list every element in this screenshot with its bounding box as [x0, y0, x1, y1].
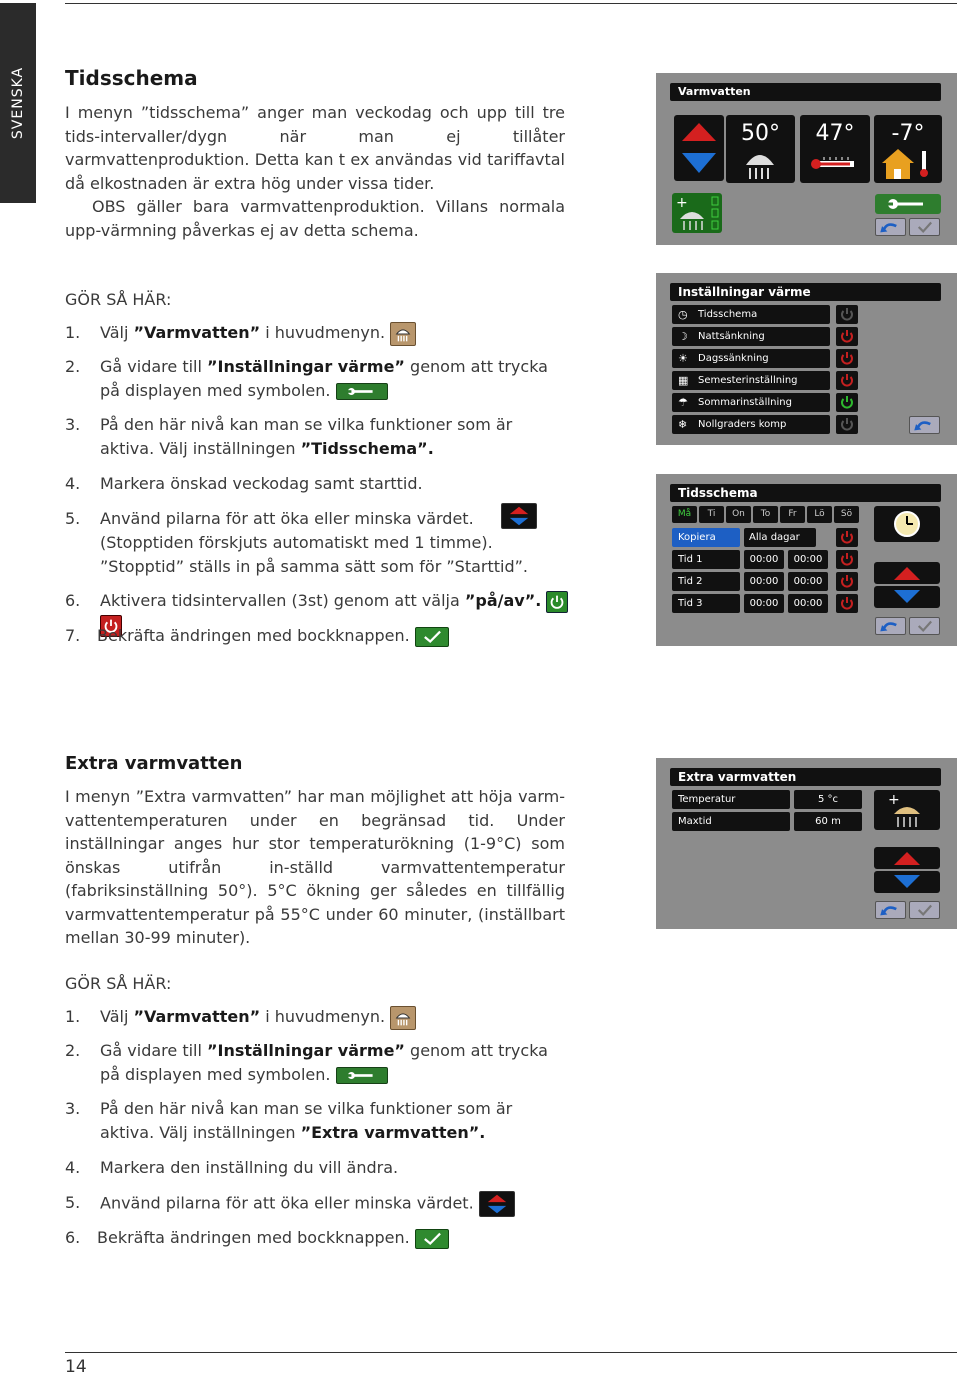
step-number: 6.: [65, 1228, 81, 1247]
arrow-up-icon: [874, 562, 940, 584]
step-bold: ”Extra varmvatten”.: [300, 1123, 486, 1142]
step2-1: [65, 1005, 570, 1030]
confirm-button[interactable]: [909, 617, 940, 635]
settings-item[interactable]: [672, 371, 830, 390]
step-5: [65, 507, 570, 579]
up-down-arrows-icon: [674, 115, 724, 181]
day-tab[interactable]: On: [726, 506, 751, 523]
power-icon: [836, 415, 858, 434]
step-text: Använd pilarna för att öka eller minska värdet.: [100, 1193, 474, 1213]
svg-text:+: +: [888, 792, 900, 808]
power-toggle[interactable]: [836, 550, 858, 569]
screen-installningar: [656, 273, 957, 445]
power-toggle[interactable]: [836, 572, 858, 591]
step-number: 1.: [65, 1007, 81, 1026]
how-to-heading: GÖR SÅ HÄR:: [65, 290, 172, 309]
arrow-buttons[interactable]: [674, 115, 724, 181]
increase-button[interactable]: [874, 562, 940, 584]
extra-row-label: Temperatur: [672, 790, 790, 809]
settings-item[interactable]: [672, 349, 830, 368]
power-icon: [836, 349, 858, 368]
language-tab: [0, 3, 36, 203]
clock-button[interactable]: [874, 506, 940, 542]
arrow-down-icon: [874, 871, 940, 893]
arrow-up-icon: [874, 847, 940, 869]
screen-varmvatten: [656, 73, 957, 245]
extra-hot-water-icon: [874, 790, 940, 830]
confirm-button[interactable]: [909, 901, 940, 919]
settings-item[interactable]: [672, 305, 830, 324]
moon-icon: ☽: [678, 330, 688, 343]
decrease-button[interactable]: [874, 586, 940, 608]
step-text: Bekräfta ändringen med bockknappen.: [97, 1228, 410, 1247]
power-icon: [836, 594, 858, 613]
how-to-heading-2: GÖR SÅ HÄR:: [65, 974, 172, 993]
extra-row-value[interactable]: 5 °c: [794, 790, 862, 809]
bottom-rule: [65, 1352, 957, 1353]
outdoor-temp-tile[interactable]: [874, 115, 942, 183]
screen-title: Varmvatten: [670, 83, 941, 101]
step-bold: ”Varmvatten”: [133, 1007, 261, 1026]
time-row-label: Tid 2: [672, 572, 740, 591]
day-tab[interactable]: Må: [672, 506, 697, 523]
back-arrow-icon: [876, 219, 905, 235]
decrease-button[interactable]: [874, 871, 940, 893]
settings-item-label: Tidsschema: [698, 309, 758, 320]
time-row-label: Tid 3: [672, 594, 740, 613]
back-button[interactable]: [875, 617, 906, 635]
power-toggle[interactable]: [836, 327, 858, 346]
checkmark-icon: [415, 1229, 449, 1249]
day-tab[interactable]: Fr: [780, 506, 805, 523]
increase-button[interactable]: [874, 847, 940, 869]
day-tab[interactable]: Ti: [699, 506, 724, 523]
flow-temp: 47°: [815, 121, 855, 146]
step-2: [65, 355, 570, 403]
screen-title: Tidsschema: [670, 484, 941, 502]
power-toggle[interactable]: [836, 415, 858, 434]
power-toggle[interactable]: [836, 594, 858, 613]
power-on-icon: [546, 591, 568, 613]
step-text: Välj: [100, 323, 134, 342]
step-text: På den här nivå kan man se vilka funktioner som är aktiva. Välj inställningen: [100, 1099, 513, 1142]
step-1: [65, 321, 570, 346]
extra-row-value[interactable]: 60 m: [794, 812, 862, 831]
day-tab[interactable]: Sö: [834, 506, 859, 523]
day-tab[interactable]: Lö: [807, 506, 832, 523]
step-bold: ”Inställningar värme”: [207, 1041, 405, 1060]
step-bold: ”Inställningar värme”: [207, 357, 405, 376]
step-7: [65, 624, 570, 648]
arrows-up-down-icon: [479, 1191, 515, 1217]
snowflake-icon: ❄: [678, 418, 688, 431]
settings-wrench-button[interactable]: [875, 194, 941, 214]
confirm-button[interactable]: [909, 218, 940, 236]
step2-4: [65, 1156, 570, 1180]
extra-hot-water-button[interactable]: [874, 790, 940, 830]
extra-row-label: Maxtid: [672, 812, 790, 831]
start-time[interactable]: 00:00: [744, 594, 784, 613]
stop-time[interactable]: 00:00: [788, 550, 828, 569]
day-tab[interactable]: To: [753, 506, 778, 523]
step-bold: ”Tidsschema”.: [300, 439, 434, 458]
step2-3: [65, 1097, 570, 1145]
house-icon: [874, 115, 942, 183]
step-text: Välj: [100, 1007, 134, 1026]
step-number: 2.: [65, 1041, 81, 1060]
settings-item[interactable]: [672, 415, 830, 434]
step-number: 5.: [65, 509, 81, 528]
clock-icon: ◷: [678, 308, 688, 321]
power-icon: [836, 550, 858, 569]
step2-6: [65, 1226, 570, 1250]
power-icon: [836, 528, 858, 547]
step-text: Aktivera tidsintervallen (3st) genom att välja: [100, 591, 465, 610]
top-rule: [65, 3, 957, 4]
extra-hot-water-icon: [672, 193, 722, 233]
settings-item-label: Nollgraders komp: [698, 419, 787, 430]
stop-time[interactable]: 00:00: [788, 594, 828, 613]
wrench-icon: [336, 383, 388, 400]
arrow-down-icon: [874, 586, 940, 608]
calendar-icon: ▦: [678, 374, 689, 387]
hot-water-temp-tile[interactable]: [726, 115, 795, 183]
step-number: 6.: [65, 591, 81, 610]
step-text: genom att trycka på displayen med symbolen.: [100, 1041, 548, 1084]
stop-time[interactable]: 00:00: [788, 572, 828, 591]
back-button[interactable]: [875, 901, 906, 919]
outdoor-temp: -7°: [891, 121, 925, 146]
settings-item-label: Nattsänkning: [698, 331, 765, 342]
step2-2: [65, 1039, 570, 1087]
power-icon: [836, 327, 858, 346]
back-arrow-icon: [876, 618, 905, 634]
note-text: OBS gäller bara varmvattenproduktion. Villans normala upp-värmning påverkas ej av detta schema.: [65, 197, 565, 240]
start-time[interactable]: 00:00: [744, 572, 784, 591]
step-number: 3.: [65, 415, 81, 434]
clock-icon: [874, 506, 940, 542]
copy-target-all-days[interactable]: Alla dagar: [744, 528, 816, 547]
step2-5: [65, 1191, 570, 1217]
extra-hot-water-button[interactable]: [672, 193, 722, 233]
back-arrow-icon: [910, 417, 939, 433]
step-text: i huvudmenyn.: [260, 1007, 386, 1026]
screen-title: Extra varmvatten: [670, 768, 941, 786]
checkmark-icon: [910, 618, 939, 634]
back-button[interactable]: [909, 416, 940, 434]
step-text: Bekräfta ändringen med bockknappen.: [97, 626, 410, 645]
step-bold: ”på/av”.: [464, 591, 542, 610]
language-tab-label: SVENSKA: [10, 66, 26, 140]
power-icon: [836, 393, 858, 412]
step-number: 3.: [65, 1099, 81, 1118]
arrows-up-down-icon: [501, 503, 537, 529]
step-number: 4.: [65, 1158, 81, 1177]
power-icon: [836, 371, 858, 390]
intro-tidsschema: [65, 101, 565, 242]
settings-item-label: Dagssänkning: [698, 353, 769, 364]
step-number: 4.: [65, 474, 81, 493]
step-number: 7.: [65, 626, 81, 645]
power-toggle[interactable]: [836, 305, 858, 324]
shower-icon: [390, 322, 416, 346]
step-3: [65, 413, 570, 461]
settings-item[interactable]: [672, 327, 830, 346]
screen-title: Inställningar värme: [670, 283, 941, 301]
flow-temp-tile[interactable]: [800, 115, 870, 183]
umbrella-icon: ☂: [678, 396, 688, 409]
step-4: [65, 472, 570, 496]
checkmark-icon: [910, 219, 939, 235]
wrench-icon: [336, 1067, 388, 1084]
step-text: i huvudmenyn.: [260, 323, 386, 342]
step-text: Gå vidare till: [100, 357, 208, 376]
page-number: 14: [65, 1357, 87, 1375]
back-button[interactable]: [875, 218, 906, 236]
thermometer-icon: [800, 115, 870, 183]
sun-icon: ☀: [678, 352, 688, 365]
screen-tidsschema: [656, 474, 957, 646]
step-number: 1.: [65, 323, 81, 342]
power-toggle[interactable]: [836, 371, 858, 390]
step-text: Markera den inställning du vill ändra.: [100, 1158, 399, 1177]
power-icon: [836, 305, 858, 324]
settings-item-label: Semesterinställning: [698, 375, 798, 386]
copy-button[interactable]: Kopiera: [672, 528, 740, 547]
step-text: Markera önskad veckodag samt starttid.: [100, 474, 423, 493]
copy-power-toggle[interactable]: [836, 528, 858, 547]
shower-icon: [390, 1006, 416, 1030]
screen-extra-varmvatten: [656, 758, 957, 929]
intro-extra-varmvatten: I menyn ”Extra varmvatten” har man möjlighet att höja varm-vattentemperaturen under en begränsad tid. Under inställningar anges hur stor temperaturökning (1-9°C) som önskas utifrån in-ställd varmvattentemperatur (fabriksinställning 50°). 5°C ökning ger således en tillfällig varmvattentemperatur på 55°C under 60 minuter, (inställbart mellan 30-99 minuter).: [65, 787, 565, 947]
section-title-tidsschema: Tidsschema: [65, 66, 198, 90]
back-arrow-icon: [876, 902, 905, 918]
wrench-icon: [875, 194, 941, 214]
step-text: genom att trycka på displayen med symbolen.: [100, 357, 548, 400]
settings-item[interactable]: [672, 393, 830, 412]
power-toggle[interactable]: [836, 393, 858, 412]
step-number: 2.: [65, 357, 81, 376]
step-bold: ”Varmvatten”: [133, 323, 261, 342]
shower-icon: [726, 115, 795, 183]
step-text: Använd pilarna för att öka eller minska värdet. (Stopptiden förskjuts automatiskt med 1 timme). ”Stopptid” ställs in på samma sätt som för ”Starttid”.: [100, 509, 528, 576]
checkmark-icon: [415, 627, 449, 647]
step-text: På den här nivå kan man se vilka funktioner som är aktiva. Välj inställningen: [100, 415, 513, 458]
step-text: Gå vidare till: [100, 1041, 208, 1060]
settings-item-label: Sommarinställning: [698, 397, 792, 408]
intro-text: I menyn ”tidsschema” anger man veckodag och upp till tre tids-intervaller/dygn när man ej tillåter varmvattenproduktion. Detta kan t ex användas vid tariffavtal då elkostnaden är extra hög under vissa tider.: [65, 103, 565, 193]
time-row-label: Tid 1: [672, 550, 740, 569]
checkmark-icon: [910, 902, 939, 918]
svg-text:+: +: [676, 195, 688, 211]
start-time[interactable]: 00:00: [744, 550, 784, 569]
power-toggle[interactable]: [836, 349, 858, 368]
power-icon: [836, 572, 858, 591]
section-title-extra-varmvatten: Extra varmvatten: [65, 753, 243, 774]
hot-water-temp: 50°: [741, 121, 780, 146]
step-number: 5.: [65, 1193, 81, 1212]
